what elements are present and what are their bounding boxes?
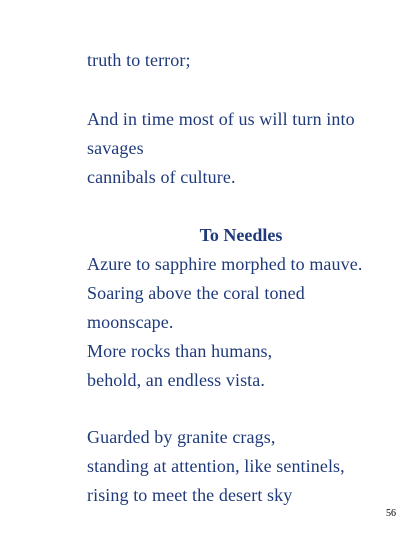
poem-line: Soaring above the coral toned xyxy=(87,283,305,303)
page-number: 56 xyxy=(386,508,396,519)
poem-line: And in time most of us will turn into xyxy=(87,109,355,129)
poem-line: behold, an endless vista. xyxy=(87,370,265,390)
poem-line: savages xyxy=(87,138,144,158)
poem-line: rising to meet the desert sky xyxy=(87,485,293,505)
poem-line: moonscape. xyxy=(87,312,174,332)
poem-title: To Needles xyxy=(199,225,283,245)
poem-line: More rocks than humans, xyxy=(87,341,273,361)
poem-line: cannibals of culture. xyxy=(87,167,236,187)
poem-line: Azure to sapphire morphed to mauve. xyxy=(87,254,363,274)
poem-line: truth to terror; xyxy=(87,50,191,70)
poem-line: Guarded by granite crags, xyxy=(87,427,276,447)
poem-line: standing at attention, like sentinels, xyxy=(87,456,345,476)
